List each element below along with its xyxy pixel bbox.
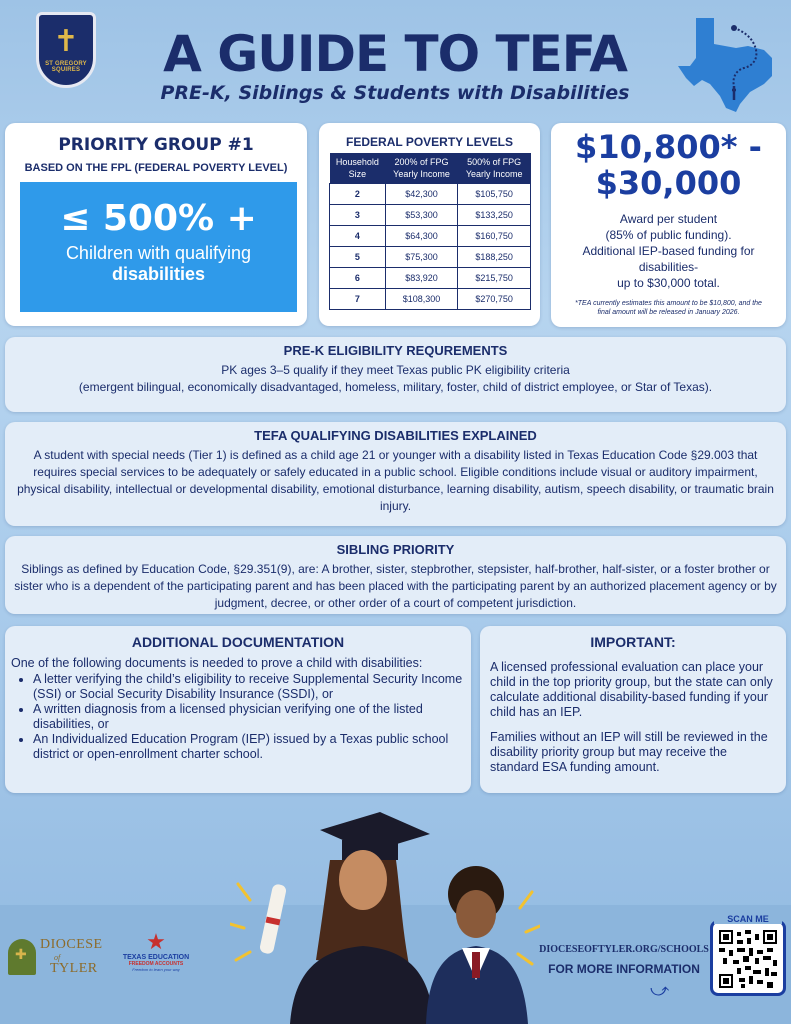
- fpg-500-cell: $105,750: [458, 184, 531, 205]
- award-desc-3: Additional IEP-based funding for disabilities-: [582, 244, 755, 274]
- table-row: [330, 247, 531, 268]
- documentation-list: [5, 672, 471, 762]
- page-title: A GUIDE TO TEFA: [163, 25, 627, 83]
- list-item: • A letter verifying the child’s eligibility to receive Supplemental Security Income (SSI) or Social Security Disability Insurance (SSDI), or: [33, 672, 463, 702]
- household-size-cell: 7: [330, 289, 386, 310]
- important-paragraph-1: A licensed professional evaluation can place your child in the top priority group, but the state can only calculate additional disability-based funding if your child has an IEP.: [490, 660, 773, 719]
- table-row: [330, 205, 531, 226]
- award-amount-line2: $30,000: [595, 164, 742, 202]
- prek-card: [5, 337, 786, 412]
- header: [0, 0, 791, 118]
- household-size-cell: 5: [330, 247, 386, 268]
- sibling-heading: SIBLING PRIORITY: [336, 542, 455, 557]
- fpg-200-cell: $64,300: [385, 226, 458, 247]
- documentation-heading: ADDITIONAL DOCUMENTATION: [131, 634, 345, 650]
- disabilities-text: A student with special needs (Tier 1) is defined as a child age 21 or younger with a disability listed in Texas Education Code §29.003 that requires special services to be adequately or safely educated in a public school. Eligible conditions include visual or auditory impairment, physical disability, intellectual or developmental disability, emotional disturbance, learning disability, autism, speech disability, or traumatic brain injury.: [17, 448, 774, 513]
- crest-text: ST GREGORY SQUIRES: [45, 61, 87, 73]
- cross-icon: ✝: [53, 24, 79, 59]
- household-size-cell: 2: [330, 184, 386, 205]
- book-star-icon: ★: [146, 930, 166, 955]
- disabilities-heading: TEFA QUALIFYING DISABILITIES EXPLAINED: [254, 428, 537, 443]
- fpg-200-cell: $83,920: [385, 268, 458, 289]
- tefa-logo-line1: TEXAS EDUCATION: [122, 954, 190, 961]
- important-heading: IMPORTANT:: [590, 634, 676, 650]
- prek-heading: PRE-K ELIGIBILITY REQUREMENTS: [283, 343, 508, 358]
- fpg-200-cell: $53,300: [385, 205, 458, 226]
- table-row: [330, 184, 531, 205]
- website-link[interactable]: DIOCESEOFTYLER.ORG/SCHOOLS: [539, 944, 709, 955]
- col-500-fpg: 500% of FPG Yearly Income: [458, 153, 531, 184]
- award-card: [551, 123, 786, 327]
- more-info-label: FOR MORE INFORMATION: [548, 962, 700, 976]
- documentation-intro: One of the following documents is needed to prove a child with disabilities:: [11, 656, 423, 670]
- students-photo: [230, 800, 540, 1024]
- fpg-500-cell: $133,250: [458, 205, 531, 226]
- sibling-text: Siblings as defined by Education Code, §29.351(9), are: A brother, sister, stepbrother, stepsister, half-brother, half-sister, or a foster brother or sister who is a dependent of the participating parent and has been placed with the participating parent by an authorized placement agency or by judgment, decree, or other order of a court of competent jurisdiction.: [14, 562, 777, 610]
- qr-code-icon[interactable]: [719, 930, 777, 988]
- priority-line2: disabilities: [111, 264, 206, 284]
- table-row: [330, 226, 531, 247]
- award-desc-1: Award per student: [619, 212, 718, 226]
- fpl-card: [319, 123, 540, 326]
- list-item: • An Individualized Education Program (IEP) issued by a Texas public school district or open-enrollment charter school.: [33, 732, 463, 762]
- disabilities-card: [5, 422, 786, 526]
- col-200-fpg: 200% of FPG Yearly Income: [385, 153, 458, 184]
- priority-line1: Children with qualifying: [65, 243, 252, 263]
- household-size-cell: 3: [330, 205, 386, 226]
- important-paragraph-2: Families without an IEP will still be reviewed in the disability priority group but may receive the standard ESA funding amount.: [490, 730, 768, 774]
- household-size-cell: 4: [330, 226, 386, 247]
- award-desc-4: up to $30,000 total.: [617, 276, 720, 290]
- important-card: [480, 626, 786, 793]
- fpl-table-header: [330, 153, 531, 184]
- fpg-500-cell: $215,750: [458, 268, 531, 289]
- award-description: [551, 211, 786, 291]
- page-subtitle: PRE-K, Siblings & Students with Disabilities: [160, 82, 630, 104]
- tefa-logo-tagline: Freedom to learn your way: [132, 967, 180, 972]
- scan-me-label: SCAN ME: [714, 914, 782, 924]
- fpg-500-cell: $188,250: [458, 247, 531, 268]
- curved-arrow-icon: ⤻: [650, 980, 670, 1001]
- household-size-cell: 6: [330, 268, 386, 289]
- mitre-icon: [8, 939, 36, 975]
- table-row: [330, 268, 531, 289]
- diocese-of: of: [54, 953, 61, 962]
- fpg-200-cell: $42,300: [385, 184, 458, 205]
- tefa-logo-line2: FREEDOM ACCOUNTS: [128, 961, 184, 967]
- prek-text: [5, 362, 786, 396]
- award-footnote: *TEA currently estimates this amount to be $10,800, and the final amount will be released in January 2026.: [575, 300, 762, 316]
- list-item: • A written diagnosis from a licensed physician verifying one of the listed disabilities, or: [33, 702, 463, 732]
- priority-subheading: BASED ON THE FPL (FEDERAL POVERTY LEVEL): [24, 162, 288, 174]
- sibling-card: [5, 536, 786, 614]
- fpl-table: [329, 153, 531, 310]
- diocese-logo: [8, 935, 108, 979]
- diocese-tyler: TYLER: [50, 961, 98, 976]
- prek-line2: (emergent bilingual, economically disadvantaged, homeless, military, foster, child of district employee, or Star of Texas).: [78, 380, 713, 394]
- priority-highlight: [20, 182, 297, 312]
- texas-rosary-icon: [674, 14, 780, 114]
- priority-threshold: ≤ 500% +: [60, 198, 257, 239]
- fpg-500-cell: $270,750: [458, 289, 531, 310]
- fpg-500-cell: $160,750: [458, 226, 531, 247]
- award-desc-2: (85% of public funding).: [605, 228, 732, 242]
- col-household-size: Household Size: [330, 153, 386, 184]
- diocese-word: DIOCESE: [40, 937, 103, 952]
- fpl-heading: FEDERAL POVERTY LEVELS: [346, 135, 513, 149]
- award-amount-line1: $10,800* -: [575, 128, 762, 166]
- priority-heading: PRIORITY GROUP #1: [58, 135, 254, 155]
- priority-group-card: [5, 123, 307, 326]
- tefa-logo: [116, 932, 196, 988]
- documentation-card: [5, 626, 471, 793]
- fpg-200-cell: $108,300: [385, 289, 458, 310]
- school-crest-logo: [36, 12, 96, 88]
- fpg-200-cell: $75,300: [385, 247, 458, 268]
- table-row: [330, 289, 531, 310]
- prek-line1: PK ages 3–5 qualify if they meet Texas public PK eligibility criteria: [221, 363, 570, 377]
